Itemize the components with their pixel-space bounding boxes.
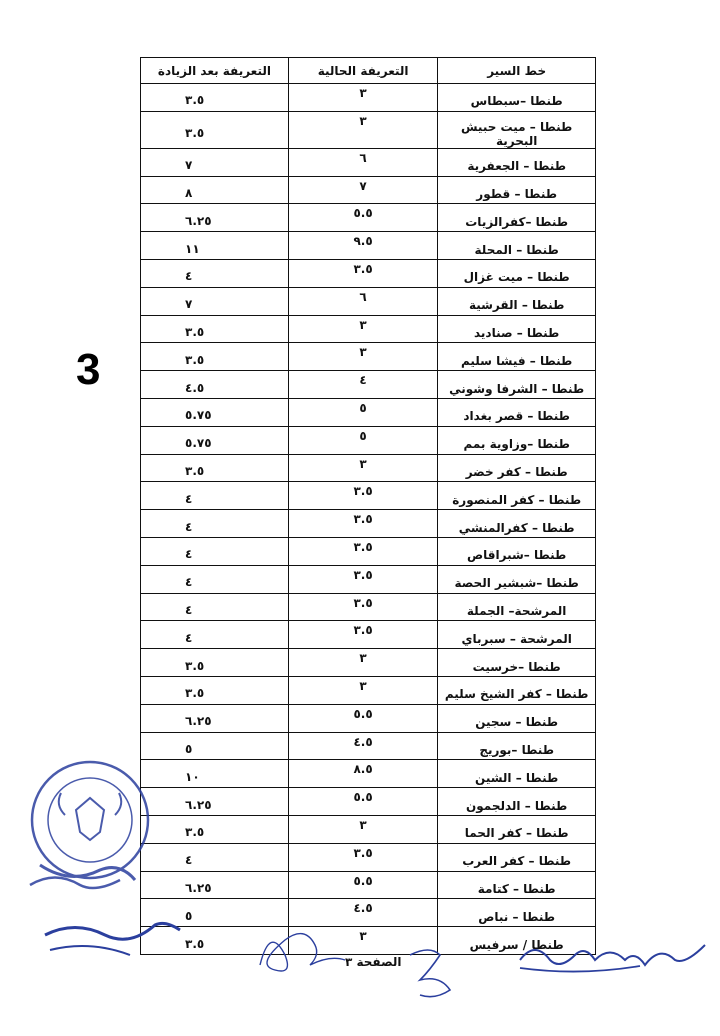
current-fare-cell: ٣.٥ <box>288 482 437 510</box>
new-fare-cell: ٥.٧٥ <box>141 398 289 426</box>
route-cell: طنطا – ميت حبيش البحرية <box>438 111 596 148</box>
route-cell: طنطا – كفر خضر <box>438 454 596 482</box>
current-fare-cell: ٥ <box>288 426 437 454</box>
route-cell: طنطا – صناديد <box>438 315 596 343</box>
new-fare-cell: ٣.٥ <box>141 111 289 148</box>
new-fare-cell: ٤ <box>141 482 289 510</box>
new-fare-cell: ٦.٢٥ <box>141 704 289 732</box>
current-fare-cell: ٣ <box>288 454 437 482</box>
route-cell: طنطا / سرفيس <box>438 927 596 955</box>
table-row <box>141 510 596 538</box>
current-fare-cell: ٣ <box>288 315 437 343</box>
new-fare-cell: ٣.٥ <box>141 84 289 112</box>
new-fare-cell: ٣.٥ <box>141 927 289 955</box>
route-cell: طنطا –بوريج <box>438 732 596 760</box>
new-fare-cell: ٤ <box>141 843 289 871</box>
header-new-fare: التعريفة بعد الزيادة <box>141 58 289 84</box>
route-cell: طنطا – سجين <box>438 704 596 732</box>
signature-2 <box>400 935 470 1005</box>
route-cell: طنطا –كفرالزيات <box>438 204 596 232</box>
current-fare-cell: ٣ <box>288 111 437 148</box>
current-fare-cell: ٣ <box>288 84 437 112</box>
route-cell: المرشحة – سبرباي <box>438 621 596 649</box>
new-fare-cell: ٧ <box>141 148 289 176</box>
table-row <box>141 426 596 454</box>
table-row <box>141 704 596 732</box>
route-cell: طنطا –شبشير الحصة <box>438 565 596 593</box>
table-row <box>141 565 596 593</box>
new-fare-cell: ٦.٢٥ <box>141 204 289 232</box>
table-row <box>141 148 596 176</box>
current-fare-cell: ٥.٥ <box>288 871 437 899</box>
table-row <box>141 482 596 510</box>
current-fare-cell: ٣.٥ <box>288 537 437 565</box>
new-fare-cell: ٤ <box>141 259 289 287</box>
new-fare-cell: ٣.٥ <box>141 454 289 482</box>
current-fare-cell: ٥.٥ <box>288 788 437 816</box>
table-row <box>141 843 596 871</box>
new-fare-cell: ٤ <box>141 510 289 538</box>
current-fare-cell: ٥ <box>288 398 437 426</box>
current-fare-cell: ٣.٥ <box>288 593 437 621</box>
route-cell: طنطا – كفرالمنشي <box>438 510 596 538</box>
table-row <box>141 232 596 260</box>
current-fare-cell: ٣.٥ <box>288 565 437 593</box>
route-cell: طنطا – كفر العرب <box>438 843 596 871</box>
table-row <box>141 315 596 343</box>
table-row <box>141 732 596 760</box>
route-cell: طنطا – نباص <box>438 899 596 927</box>
new-fare-cell: ١١ <box>141 232 289 260</box>
route-cell: طنطا – قطور <box>438 176 596 204</box>
table-row <box>141 343 596 371</box>
route-cell: طنطا –وزاوية بمم <box>438 426 596 454</box>
new-fare-cell: ٣.٥ <box>141 315 289 343</box>
new-fare-cell: ٣.٥ <box>141 649 289 677</box>
current-fare-cell: ٤ <box>288 371 437 399</box>
table-row <box>141 788 596 816</box>
current-fare-cell: ٤.٥ <box>288 732 437 760</box>
table-row <box>141 760 596 788</box>
route-cell: طنطا – الجعفرية <box>438 148 596 176</box>
table-row <box>141 815 596 843</box>
route-cell: طنطا – كفر الشيخ سليم <box>438 676 596 704</box>
table-row <box>141 84 596 112</box>
route-cell: طنطا –شبراقاص <box>438 537 596 565</box>
header-current-fare: التعريفة الحالية <box>288 58 437 84</box>
page-marker: 3 <box>76 345 101 394</box>
current-fare-cell: ٣ <box>288 649 437 677</box>
current-fare-cell: ٤.٥ <box>288 899 437 927</box>
table-row <box>141 676 596 704</box>
table-row <box>141 398 596 426</box>
route-cell: طنطا – القرشية <box>438 287 596 315</box>
route-cell: طنطا – ميت غزال <box>438 259 596 287</box>
new-fare-cell: ٣.٥ <box>141 815 289 843</box>
signature-3 <box>515 920 715 980</box>
new-fare-cell: ٣.٥ <box>141 676 289 704</box>
new-fare-cell: ١٠ <box>141 760 289 788</box>
new-fare-cell: ٥ <box>141 899 289 927</box>
route-cell: طنطا – الشرفا وشوني <box>438 371 596 399</box>
current-fare-cell: ٣.٥ <box>288 843 437 871</box>
table-row <box>141 176 596 204</box>
route-cell: طنطا – كفر المنصورة <box>438 482 596 510</box>
new-fare-cell: ٦.٢٥ <box>141 788 289 816</box>
table-row <box>141 204 596 232</box>
route-cell: طنطا – المحلة <box>438 232 596 260</box>
current-fare-cell: ٣.٥ <box>288 259 437 287</box>
table-row <box>141 871 596 899</box>
current-fare-cell: ٨.٥ <box>288 760 437 788</box>
current-fare-cell: ٣ <box>288 676 437 704</box>
new-fare-cell: ٤ <box>141 565 289 593</box>
table-row <box>141 259 596 287</box>
new-fare-cell: ٨ <box>141 176 289 204</box>
new-fare-cell: ٥.٧٥ <box>141 426 289 454</box>
route-cell: طنطا – قصر بغداد <box>438 398 596 426</box>
current-fare-cell: ٣ <box>288 815 437 843</box>
table-row <box>141 287 596 315</box>
current-fare-cell: ٣ <box>288 927 437 955</box>
fare-table <box>140 57 596 955</box>
header-route: خط السير <box>438 58 596 84</box>
current-fare-cell: ٦ <box>288 287 437 315</box>
new-fare-cell: ٦.٢٥ <box>141 871 289 899</box>
new-fare-cell: ٤ <box>141 593 289 621</box>
current-fare-cell: ٣.٥ <box>288 510 437 538</box>
route-cell: طنطا – كفر الحما <box>438 815 596 843</box>
signature-1 <box>250 915 370 985</box>
route-cell: طنطا –سبطاس <box>438 84 596 112</box>
table-row <box>141 621 596 649</box>
signature-4 <box>40 905 190 965</box>
new-fare-cell: ٣.٥ <box>141 343 289 371</box>
new-fare-cell: ٧ <box>141 287 289 315</box>
route-cell: المرشحة– الجملة <box>438 593 596 621</box>
route-cell: طنطا – فيشا سليم <box>438 343 596 371</box>
table-row <box>141 454 596 482</box>
current-fare-cell: ٩.٥ <box>288 232 437 260</box>
route-cell: طنطا – كتامة <box>438 871 596 899</box>
table-header-row <box>141 58 596 84</box>
fare-table-body <box>141 84 596 955</box>
footer-page-label: الصفحة ٣ <box>345 955 402 969</box>
new-fare-cell: ٥ <box>141 732 289 760</box>
official-seal-stamp <box>10 755 170 895</box>
route-cell: طنطا – الشين <box>438 760 596 788</box>
current-fare-cell: ٧ <box>288 176 437 204</box>
table-row <box>141 593 596 621</box>
new-fare-cell: ٤ <box>141 537 289 565</box>
table-row <box>141 371 596 399</box>
table-row <box>141 537 596 565</box>
table-row <box>141 111 596 148</box>
current-fare-cell: ٦ <box>288 148 437 176</box>
route-cell: طنطا –خرسيت <box>438 649 596 677</box>
route-cell: طنطا – الدلجمون <box>438 788 596 816</box>
current-fare-cell: ٥.٥ <box>288 704 437 732</box>
current-fare-cell: ٣ <box>288 343 437 371</box>
current-fare-cell: ٥.٥ <box>288 204 437 232</box>
table-row <box>141 649 596 677</box>
current-fare-cell: ٣.٥ <box>288 621 437 649</box>
new-fare-cell: ٤ <box>141 621 289 649</box>
new-fare-cell: ٤.٥ <box>141 371 289 399</box>
